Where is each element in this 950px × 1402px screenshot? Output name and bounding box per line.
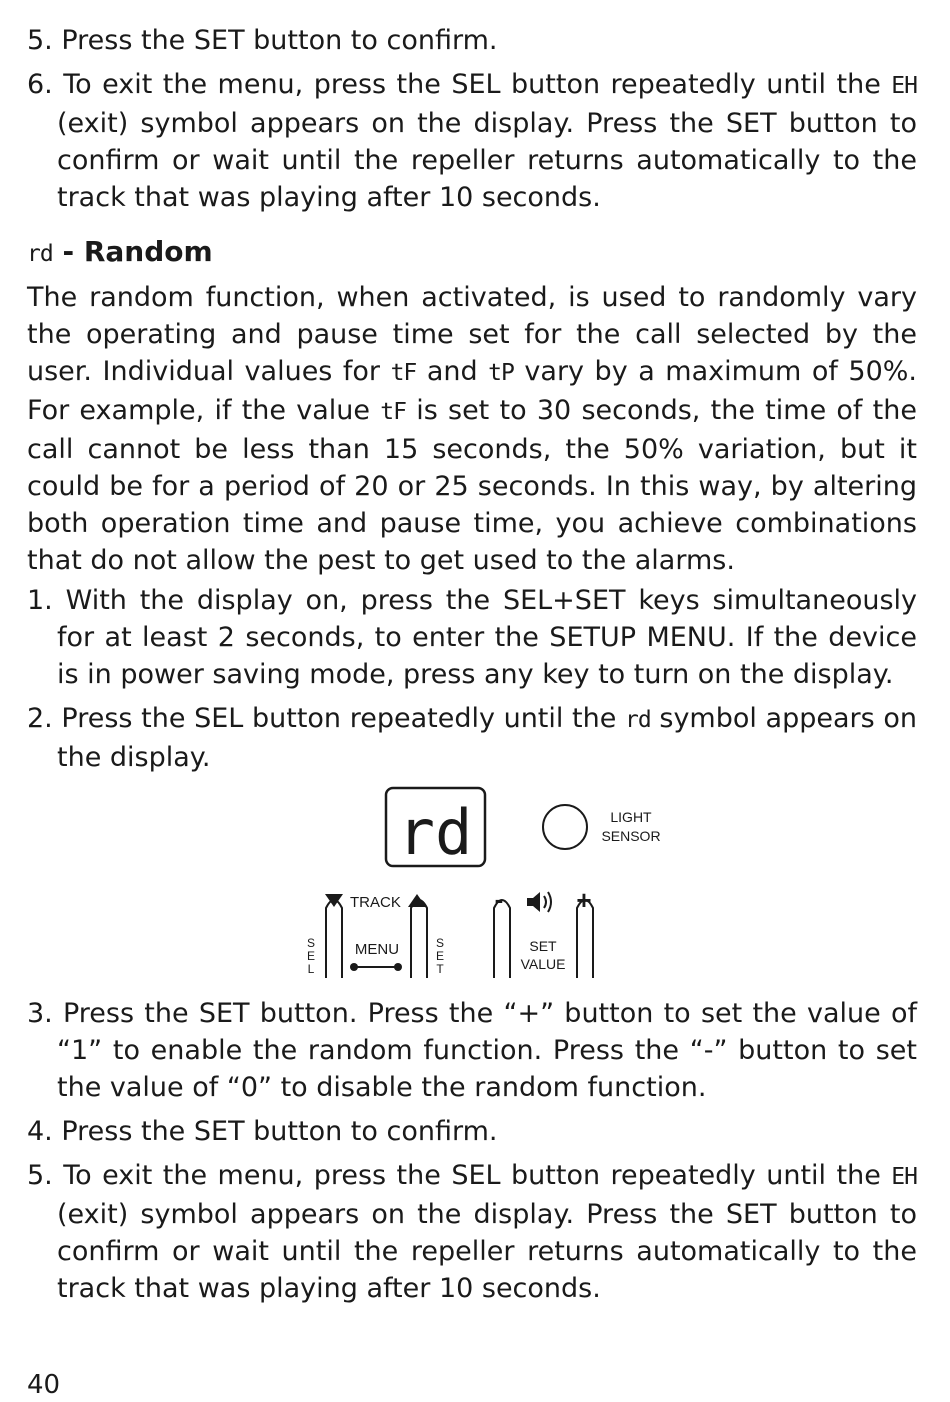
rd-symbol: rd (625, 707, 651, 733)
step-2-part-b: symbol appears on the display. (57, 703, 917, 773)
step-5-part-a: 5. To exit the menu, press the SEL button repeatedly until the (27, 1160, 881, 1191)
page-number: 40 (27, 1370, 61, 1400)
random-step-4-text: 4. Press the SET button to confirm. (27, 1116, 498, 1147)
section-heading-text: - Random (62, 235, 213, 268)
tp-symbol: tP (488, 360, 514, 386)
intro-part-b: vary by a maximum of 50%. For example, if the value (27, 356, 918, 426)
menu-dot-left (350, 963, 358, 971)
set-value-label-2: VALUE (520, 956, 566, 972)
volume-minus-label: - (494, 884, 504, 914)
track-down-button[interactable] (326, 900, 342, 978)
top-step-5-text: 5. Press the SET button to confirm. (27, 25, 498, 56)
menu-label: MENU (354, 941, 400, 958)
set-label-s: S (435, 936, 445, 950)
speaker-icon (527, 892, 551, 912)
random-step-2 (27, 700, 917, 776)
random-symbol: rd (27, 241, 53, 267)
top-step-6-text (27, 66, 917, 216)
set-label-e: E (435, 949, 445, 963)
light-sensor-label-1: LIGHT (610, 809, 652, 825)
random-step-2-text (27, 700, 917, 776)
track-up-button[interactable] (411, 900, 427, 978)
exit-symbol: EH (891, 1164, 917, 1190)
light-sensor-icon (543, 805, 587, 849)
random-step-3 (27, 995, 917, 1106)
intro-part-a: The random function, when activated, is used to randomly vary the operating and pause time set for the call selected by the user. Individual values for (27, 282, 917, 387)
sel-label-e: E (306, 949, 316, 963)
top-step-6 (27, 66, 917, 216)
random-step-1-text: 1. With the display on, press the SEL+SET keys simultaneously for at least 2 seconds, to enter the SETUP MENU. If the device is in power saving mode, press any key to turn on the display. (27, 585, 917, 690)
display-readout: rd (397, 796, 473, 869)
set-value-label-1: SET (529, 938, 557, 954)
intro-and: and (426, 356, 478, 387)
step-5-part-b: (exit) symbol appears on the display. Press the SET button to confirm or wait until the repeller returns automatically to the track that was playing after 10 seconds. (57, 1199, 917, 1304)
random-step-5-text (27, 1157, 917, 1307)
random-step-5 (27, 1157, 917, 1307)
intro-part-c: is set to 30 seconds, the time of the call cannot be less than 15 seconds, the 50% variation, but it could be for a period of 20 or 25 seconds. In this way, by altering both operation time and pause time, you achieve combinations that do not allow the pest to get used to the alarms. (27, 395, 917, 576)
top-step-6-part-b: (exit) symbol appears on the display. Press the SET button to confirm or wait until the repeller returns automatically to the track that was playing after 10 seconds. (57, 108, 917, 213)
top-step-6-part-a: 6. To exit the menu, press the SEL button repeatedly until the (27, 69, 881, 100)
track-label: TRACK (350, 894, 401, 911)
tf-symbol: tF (390, 360, 417, 386)
set-label-t: T (436, 962, 444, 976)
random-step-1 (27, 582, 917, 693)
section-heading-random (27, 234, 213, 272)
exit-symbol: EH (891, 73, 917, 99)
menu-dot-right (394, 963, 402, 971)
random-step-3-text: 3. Press the SET button. Press the “+” button to set the value of “1” to enable the random function. Press the “-” button to set the value of “0” to disable the random function. (27, 998, 917, 1103)
step-2-part-a: 2. Press the SEL button repeatedly until the (27, 703, 617, 734)
top-step-5 (27, 22, 917, 59)
volume-plus-label: + (576, 885, 592, 915)
tf-symbol: tF (380, 399, 406, 425)
random-intro-paragraph (27, 279, 917, 579)
control-panel-figure (300, 780, 670, 985)
sel-label-s: S (306, 936, 316, 950)
light-sensor-label-2: SENSOR (601, 828, 661, 844)
random-step-4 (27, 1113, 917, 1150)
sel-label-l: L (307, 962, 315, 976)
